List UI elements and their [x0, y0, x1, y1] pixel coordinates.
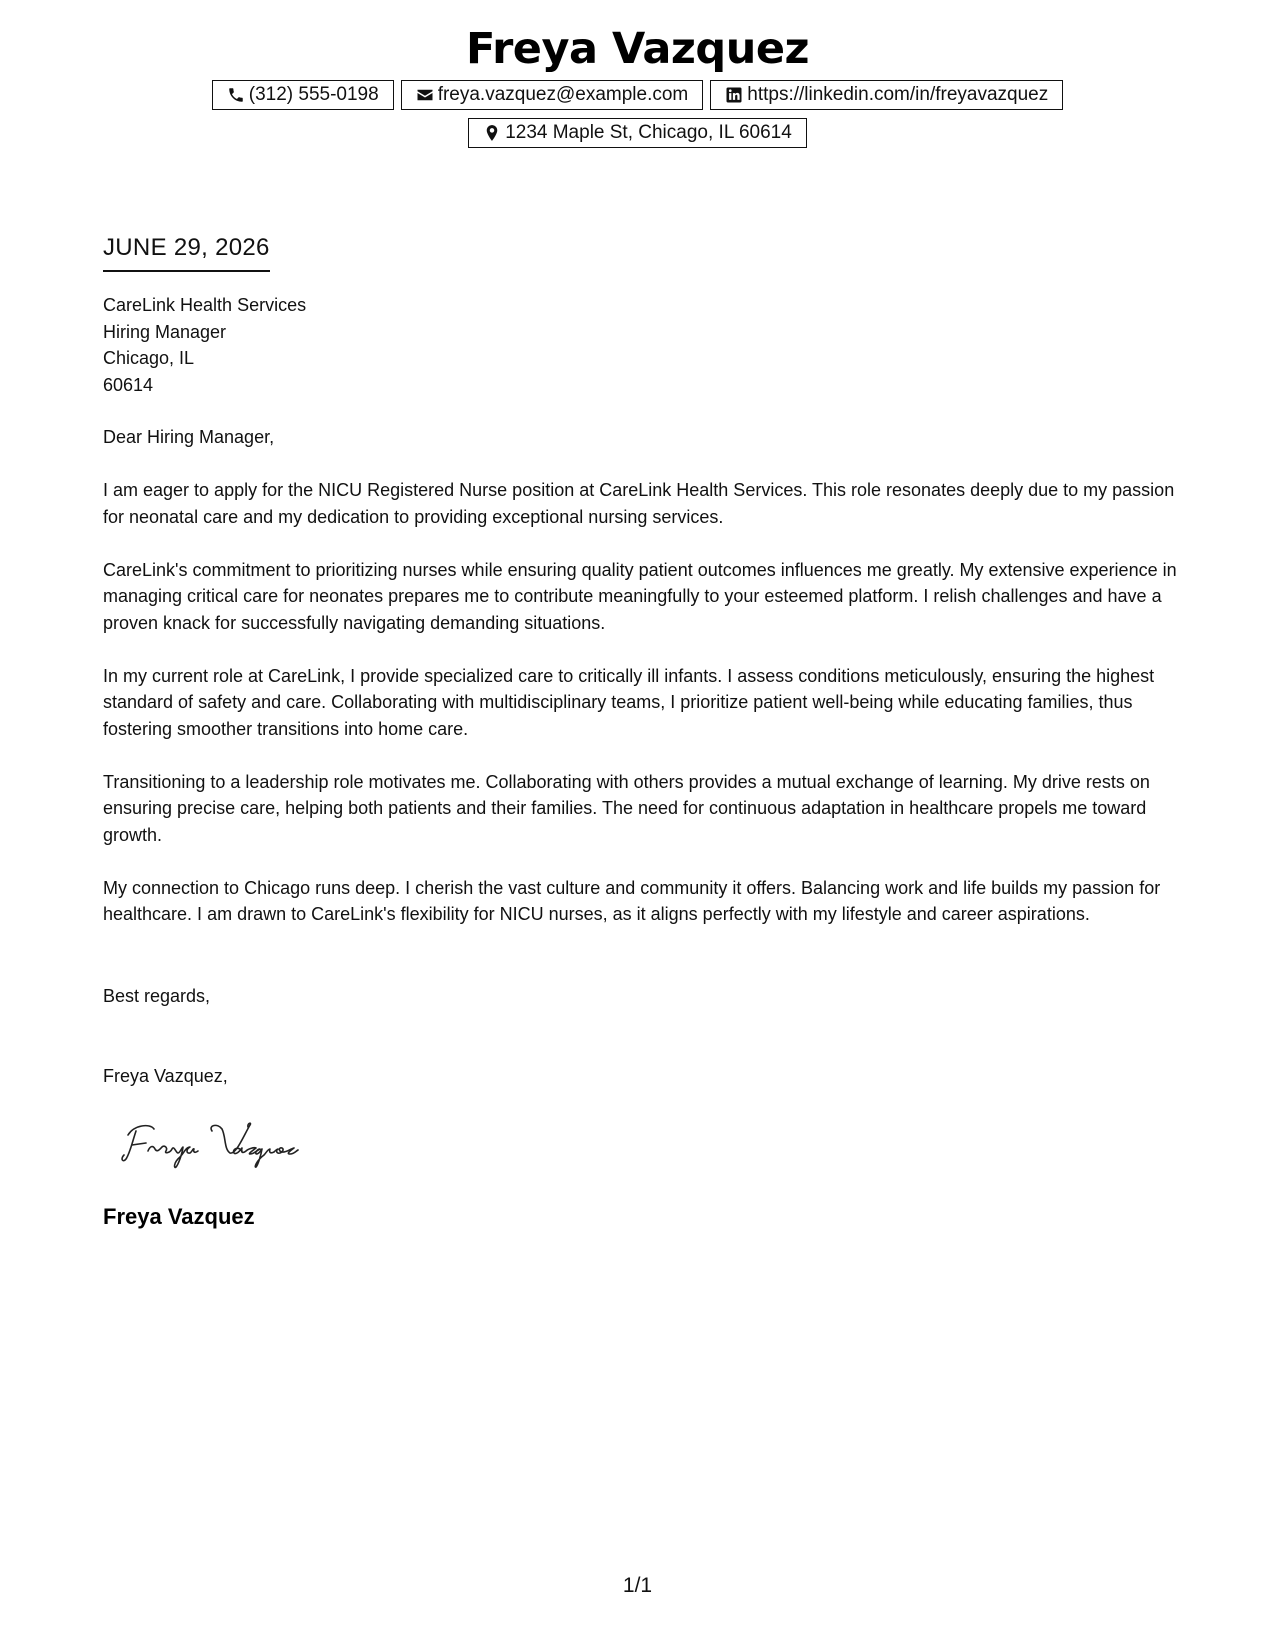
page-number: 1/1 [622, 1574, 653, 1597]
printed-name: Freya Vazquez [103, 1204, 255, 1229]
recipient-title: Hiring Manager [103, 321, 227, 342]
body-paragraph: Transitioning to a leadership role motivates me. Collaborating with others provides a mutual exchange of learning. My drive rests on ensuring precise care, helping both patients and their families. The need for continuous adaptation in healthcare propels me toward growth. [103, 771, 1150, 845]
letter-date: JUNE 29, 2026 [103, 232, 270, 272]
recipient-company: CareLink Health Services [103, 295, 307, 315]
contact-row-primary [0, 80, 1275, 110]
contact-row-secondary [0, 118, 1275, 148]
envelope-icon [416, 86, 434, 104]
body-paragraph: In my current role at CareLink, I provide specialized care to critically ill infants. I assess conditions meticulously, ensuring the highest standard of safety and care. Collaborating with multidisciplinary teams, I prioritize patient well-being while educating families, thus fostering smoother transitions into home care. [103, 665, 1155, 739]
body-paragraph: My connection to Chicago runs deep. I cherish the vast culture and community it offers. Balancing work and life builds my passion for healthcare. I am drawn to CareLink's flexibility for NICU nurses, as it aligns perfectly with my lifestyle and career aspirations. [103, 877, 1161, 924]
body-paragraph: CareLink's commitment to prioritizing nurses while ensuring quality patient outcomes influences me greatly. My extensive experience in managing critical care for neonates prepares me to contribute meaningfully to your esteemed platform. I relish challenges and have a proven knack for successfully navigating demanding situations. [103, 559, 1177, 633]
body-paragraph: I am eager to apply for the NICU Registered Nurse position at CareLink Health Services. This role resonates deeply due to my passion for neonatal care and my dedication to providing exceptional nursing services. [103, 480, 1175, 527]
recipient-zip: 60614 [103, 374, 154, 395]
phone-chip[interactable] [212, 80, 394, 110]
address-text: 1234 Maple St, Chicago, IL 60614 [505, 122, 792, 143]
handwritten-signature [120, 1113, 360, 1173]
linkedin-text: https://linkedin.com/in/freyavazquez [747, 84, 1049, 105]
letter-body [103, 424, 1183, 954]
map-pin-icon [483, 124, 501, 142]
email-chip[interactable] [401, 80, 704, 110]
salutation: Dear Hiring Manager, [103, 427, 275, 447]
email-text: freya.vazquez@example.com [437, 84, 689, 105]
phone-text: (312) 555-0198 [248, 84, 379, 105]
sign-off-name: Freya Vazquez, [103, 1066, 228, 1086]
linkedin-icon [725, 86, 743, 104]
phone-icon [227, 86, 245, 104]
recipient-block [103, 292, 306, 398]
recipient-city: Chicago, IL [103, 348, 195, 368]
applicant-name-heading: Freya Vazquez [465, 24, 810, 74]
closing-phrase: Best regards, [103, 986, 211, 1006]
address-chip[interactable] [468, 118, 807, 148]
linkedin-chip[interactable] [710, 80, 1063, 110]
